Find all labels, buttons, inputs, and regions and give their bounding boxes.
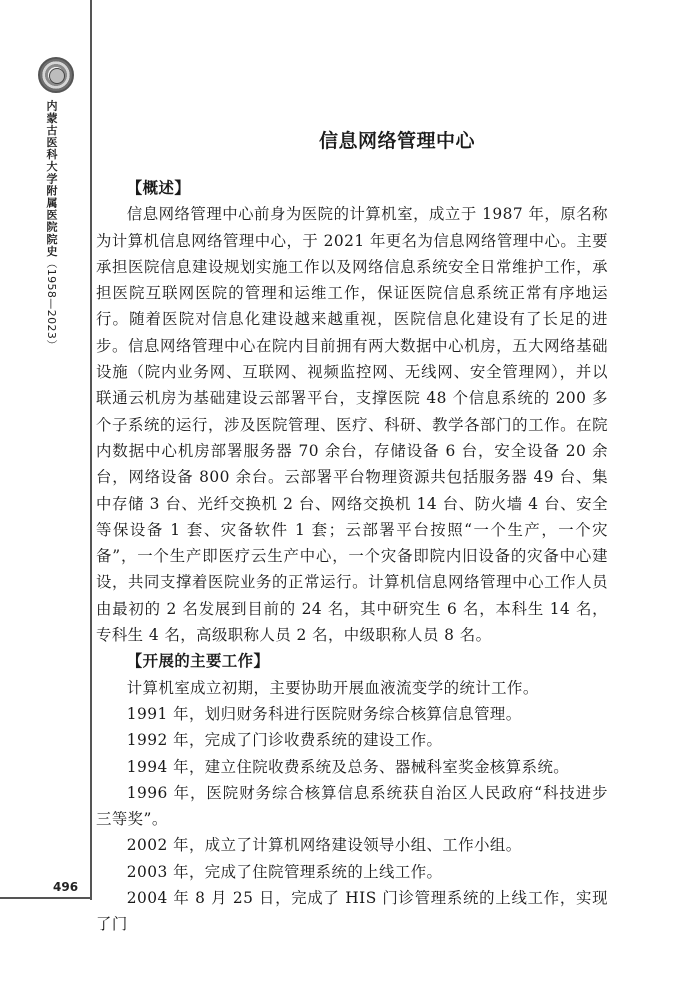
- article-body: [96, 175, 608, 938]
- paragraph: 1994 年，建立住院收费系统及总务、器械科室奖金核算系统。: [126, 757, 570, 776]
- paragraph: 信息网络管理中心前身为医院的计算机室，成立于 1987 年，原名称为计算机信息网络管理中心，于 2021 年更名为信息网络管理中心。主要承担医院信息建设规划实施工作以及网络信息系统安全日常维护工作，承担医院互联网医院的管理和运维工作，保证医院信息系统正常有序地运行。随着医院对信息化建设越来越重视，医院信息化建设有了长足的进步。信息网络管理中心在院内目前拥有两大数据中心机房，五大网络基础设施（院内业务网、互联网、视频监控网、无线网、安全管理网），并以联通云机房为基础建设云部署平台，支撑医院 48 个信息系统的 200 多个子系统的运行，涉及医院管理、医疗、科研、教学各部门的工作。在院内数据中心机房部署服务器 70 余台，存储设备 6 台，安全设备 20 余台，网络设备 800 余台。云部署平台物理资源共包括服务器 49 台、集中存储 3 台、光纤交换机 2 台、网络交换机 14 台、防火墙 4 台、安全等保设备 1 套、灾备软件 1 套；云部署平台按照“一个生产，一个灾备”，一个生产即医疗云生产中心，一个灾备即院内旧设备的灾备中心建设，共同支撑着医院业务的正常运行。计算机信息网络管理中心工作人员由最初的 2 名发展到目前的 24 名，其中研究生 6 名，本科生 14 名，专科生 4 名，高级职称人员 2 名，中级职称人员 8 名。: [96, 205, 608, 645]
- paragraph: 1991 年，划归财务科进行医院财务综合核算信息管理。: [126, 704, 522, 723]
- paragraph: 1992 年，完成了门诊收费系统的建设工作。: [126, 731, 443, 750]
- book-years: （1958—2023）: [45, 257, 58, 351]
- paragraph: 2002 年，成立了计算机网络建设领导小组、工作小组。: [126, 836, 522, 855]
- paragraph: 2004 年 8 月 25 日，完成了 HIS 门诊管理系统的上线工作，实现了门: [96, 889, 608, 934]
- page-title: 信息网络管理中心: [318, 130, 475, 152]
- book-title: 内蒙古医科大学附属医院院史: [45, 100, 58, 258]
- paragraph: 2003 年，完成了住院管理系统的上线工作。: [126, 862, 443, 881]
- university-emblem-icon: [38, 57, 74, 93]
- section-heading-overview: 【概述】: [126, 179, 191, 197]
- page-number: 496: [53, 880, 79, 894]
- book-title-vertical: [46, 100, 57, 351]
- section-heading-main-work: 【开展的主要工作】: [126, 652, 270, 671]
- paragraph: 计算机室成立初期，主要协助开展血液流变学的统计工作。: [126, 678, 539, 697]
- page-number-rule: [0, 897, 90, 899]
- paragraph: 1996 年，医院财务综合核算信息系统获自治区人民政府“科技进步三等奖”。: [96, 783, 608, 829]
- sidebar: [0, 0, 92, 900]
